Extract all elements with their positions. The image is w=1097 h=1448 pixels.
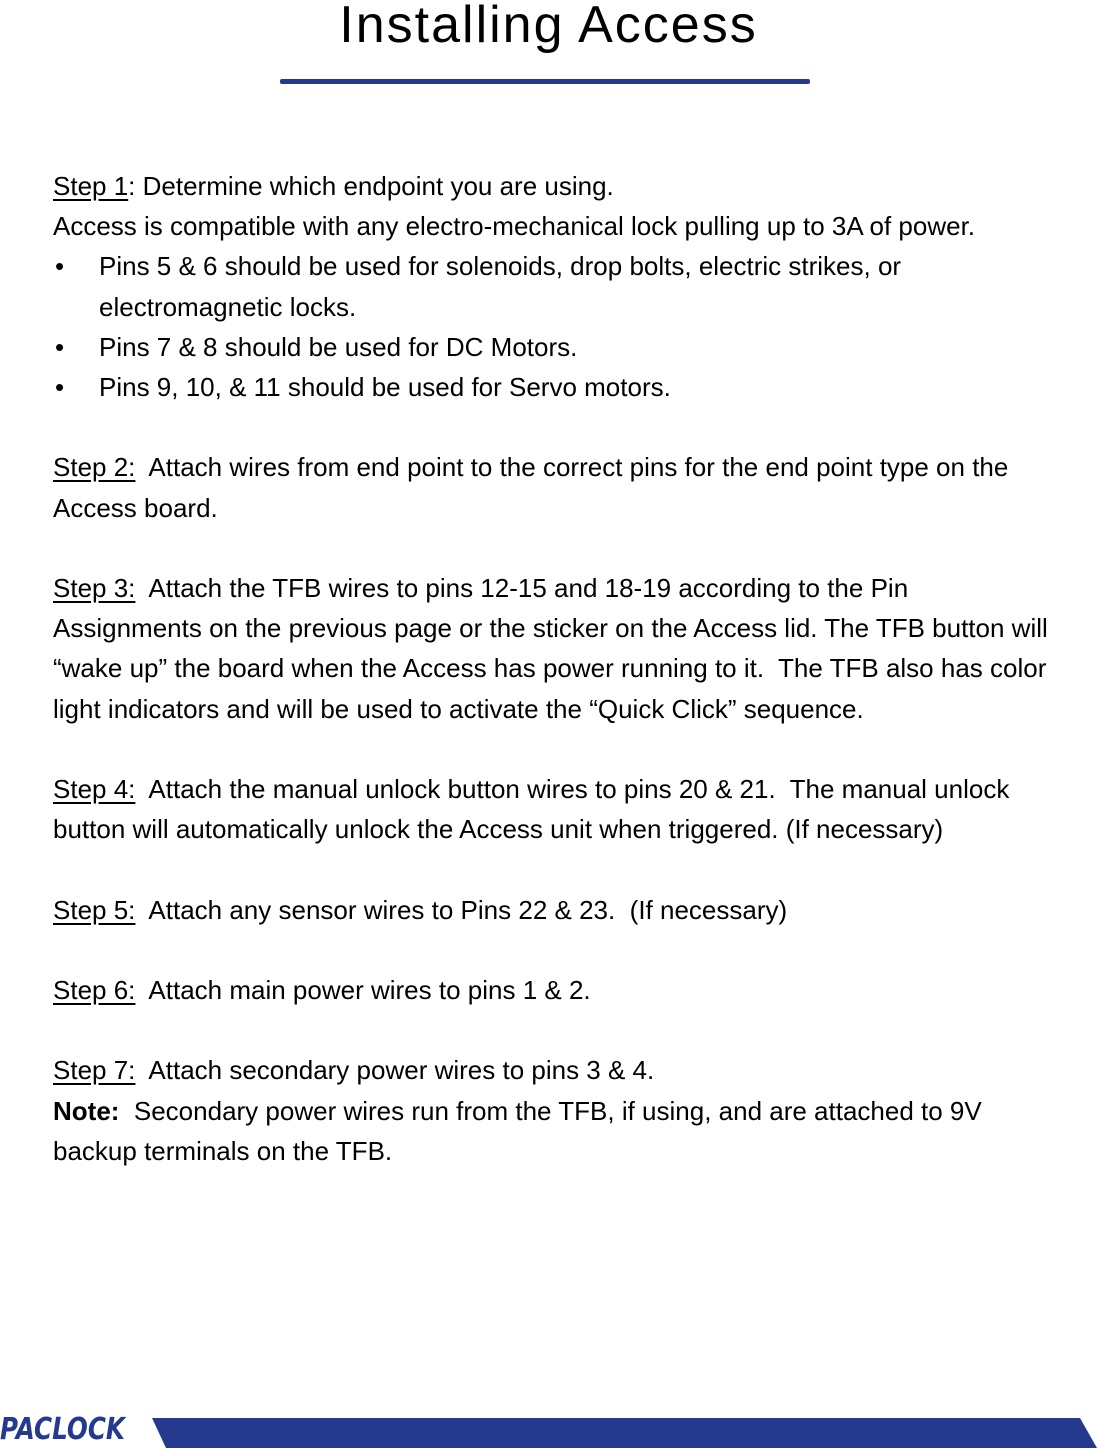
step-6-label: Step 6: bbox=[53, 974, 136, 1005]
step-4-label: Step 4: bbox=[53, 774, 136, 804]
page-title: Installing Access bbox=[339, 0, 758, 54]
note-text: Secondary power wires run from the TFB, if using, and are attached to 9V backup terminals on the TFB. bbox=[53, 1095, 989, 1166]
step-1-detail: Access is compatible with any electro-mechanical lock pulling up to 3A of power. bbox=[53, 211, 976, 242]
step-3 bbox=[53, 568, 1056, 729]
step-3-label: Step 3: bbox=[53, 573, 136, 603]
bullet-icon: • bbox=[55, 251, 65, 282]
bullet-icon: • bbox=[55, 372, 65, 403]
footer-band bbox=[152, 1418, 1097, 1448]
step-5-text: Attach any sensor wires to Pins 22 & 23. (If necessary) bbox=[135, 894, 788, 925]
footer bbox=[0, 1408, 1097, 1448]
instructions bbox=[53, 166, 1056, 1171]
bullet-icon: • bbox=[55, 331, 65, 362]
title-underline bbox=[280, 79, 810, 84]
note-label: Note: bbox=[53, 1095, 120, 1126]
step-4-text: Attach the manual unlock button wires to pins 20 & 21. The manual unlock button will automatically unlock the Access unit when triggered. (If necessary) bbox=[53, 774, 1017, 845]
step-6-text: Attach main power wires to pins 1 & 2. bbox=[135, 974, 591, 1005]
step-3-text: Attach the TFB wires to pins 12-15 and 18-19 according to the Pin Assignments on the previous page or the sticker on the Access lid. The TFB button will “wake up” the board when the Access has power running to it. The TFB also has color light indicators and will be used to activate the “Quick Click” sequence. bbox=[53, 573, 1056, 724]
step-1-text: : Determine which endpoint you are using. bbox=[128, 171, 614, 201]
step-4 bbox=[53, 769, 1048, 849]
step-7-label: Step 7: bbox=[53, 1055, 136, 1086]
step-7-text: Attach secondary power wires to pins 3 & 4. bbox=[135, 1055, 655, 1086]
step-2-text: Attach wires from end point to the correct pins for the end point type on the Access board. bbox=[53, 452, 1015, 523]
footer-band-polygon bbox=[152, 1418, 1097, 1448]
step-5-label: Step 5: bbox=[53, 894, 136, 925]
step-7-note bbox=[53, 1091, 1048, 1171]
list-item: • Pins 7 & 8 should be used for DC Motors. bbox=[53, 327, 1048, 367]
step-2 bbox=[53, 447, 1048, 527]
step-2-label: Step 2: bbox=[53, 452, 136, 483]
paclock-logo: PACLOCK bbox=[0, 1412, 125, 1447]
step-5 bbox=[53, 890, 1048, 930]
step-1-bullet-list bbox=[53, 246, 1048, 407]
step-7 bbox=[53, 1050, 1048, 1090]
step-6 bbox=[53, 970, 1048, 1010]
list-item: • Pins 5 & 6 should be used for solenoids, drop bolts, electric strikes, or electromagnetic locks. bbox=[53, 246, 1048, 326]
footer-band-shape bbox=[152, 1418, 1097, 1448]
list-item: • Pins 9, 10, & 11 should be used for Servo motors. bbox=[53, 367, 1048, 407]
step-1 bbox=[53, 166, 1048, 407]
step-1-label: Step 1 bbox=[53, 171, 129, 201]
